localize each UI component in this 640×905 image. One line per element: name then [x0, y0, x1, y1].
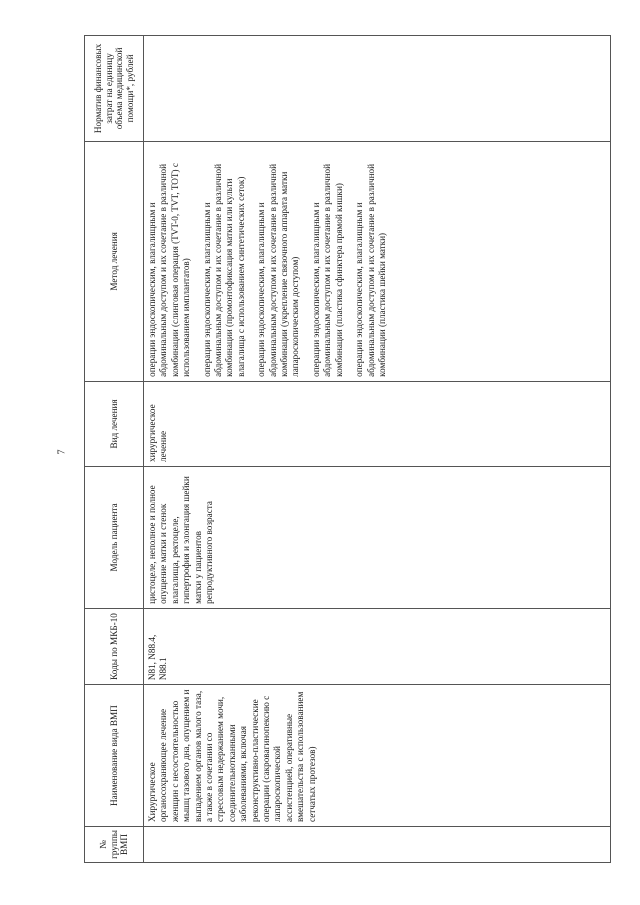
- cell-vmp-name: Хирургическое органосохраняющее лечение женщин с несостоятельностью мышц тазового дна, опущением и выпадением органов малого таза, а также в сочетании со стрессовым недержанием мочи, соединительнотканными заболеваниями, включая реконструктивно-пластические операции (сакровагинопексию с лапароскопической ассистенцией, оперативные вмешательства с использованием сетчатых протезов): [144, 685, 611, 827]
- cell-patient-model: цистоцеле, неполное и полное опущение матки и стенок влагалища, ректоцеле, гипертрофия и элонгация шейки матки у пациентов репродуктивного возраста: [144, 466, 611, 608]
- cell-cost-norm: [144, 36, 611, 142]
- table-header-row: [85, 36, 144, 863]
- header-treatment-method: Метод лечения: [85, 141, 144, 381]
- header-treatment-type: Вид лечения: [85, 381, 144, 466]
- header-patient-model: Модель пациента: [85, 466, 144, 608]
- method-item: операции эндоскопическим, влагалищным и абдоминальным доступом и их сочетание в различной комбинации (промонтофиксация матки или культи влагалища с использованием синтетических сеток): [201, 163, 246, 377]
- cell-icd-codes: N81, N88.4, N88.1: [144, 608, 611, 684]
- header-icd-codes: Коды по МКБ-10: [85, 608, 144, 684]
- header-cost-norm: Норматив финансовых затрат на единицу объема медицинской помощи*, рублей: [85, 36, 144, 142]
- method-item: операции эндоскопическим, влагалищным и абдоминальным доступом и их сочетание в различной комбинации (укрепление связочного аппарата матки лапароскопическим доступом): [256, 163, 301, 377]
- page-number: 7: [56, 449, 68, 455]
- cell-treatment-type: хирургическое лечение: [144, 381, 611, 466]
- cell-group-number: [144, 827, 611, 863]
- method-item: операции эндоскопическим, влагалищным и абдоминальным доступом и их сочетание в различной комбинации (пластика сфинктера прямой кишки): [310, 163, 344, 377]
- header-group-number: № группы ВМП: [85, 827, 144, 863]
- header-vmp-name: Наименование вида ВМП: [85, 685, 144, 827]
- document-sheet: [84, 35, 611, 863]
- vmp-table: [84, 35, 611, 863]
- method-item: операции эндоскопическим, влагалищным и абдоминальным доступом и их сочетание в различной комбинации (пластика шейки матки): [354, 163, 387, 377]
- table-row: [144, 36, 611, 863]
- method-item: операции эндоскопическим, влагалищным и абдоминальным доступом и их сочетание в различной комбинации (слинговая операция (TVT-0, TVT, TOT) с использованием имплантатов): [147, 163, 192, 377]
- cell-treatment-methods: [144, 141, 611, 381]
